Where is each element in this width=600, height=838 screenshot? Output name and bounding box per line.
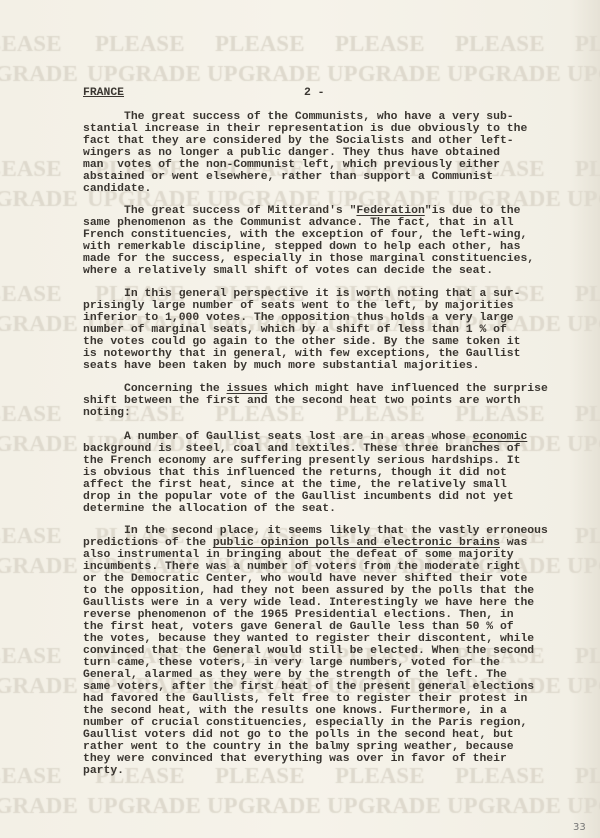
text-line: reverse phenomenon of the 1965 Presidential elections. Then, in xyxy=(83,609,514,621)
paragraph-economic xyxy=(83,431,527,515)
text-line: inferior to 1,000 votes. The opposition thus holds a very large xyxy=(83,312,514,324)
text-line: predictions of the public opinion polls and electronic brains was xyxy=(83,537,528,549)
text-line: the votes, because they wanted to register their discontent, while xyxy=(83,633,535,645)
text-line: shift between the first and the second heat two points are worth xyxy=(83,395,521,407)
text-line: The great success of the Communists, who have a very sub- xyxy=(83,111,514,123)
text-line: same phenomenon as the Communist advance. The fact, that in all xyxy=(83,217,514,229)
text-line: with remerkable discipline, stepped down to help each other, has xyxy=(83,241,521,253)
text-line: had favored the Gaullists, felt free to register their protest in xyxy=(83,693,528,705)
text-line: The great success of Mitterand's "Federation"is due to the xyxy=(83,205,521,217)
text-line: In the second place, it seems likely that the vastly erroneous xyxy=(83,525,548,537)
text-line: party. xyxy=(83,765,125,777)
text-line: where a relatively small shift of votes can decide the seat. xyxy=(83,265,494,277)
underlined-phrase: issues xyxy=(226,383,268,395)
paragraph-marginal-seats xyxy=(83,288,520,372)
text-line: background is steel, coal and textiles. These three branches of xyxy=(83,443,521,455)
text-line: determine the allocation of the seat. xyxy=(83,503,336,515)
text-line: Gaullist voters did not go to the polls in the second heat, but xyxy=(83,729,514,741)
paragraph-polls xyxy=(83,525,548,777)
text-line: is noteworthy that in general, with few exceptions, the Gaullist xyxy=(83,348,521,360)
text-line: made for the success, especially in those marginal constituencies, xyxy=(83,253,535,265)
text-line: number of crucial constituencies, especially in the Paris region, xyxy=(83,717,528,729)
text-line: incumbents. There was a number of voters from the moderate right xyxy=(83,561,521,573)
text-line: In this general perspective it is worth noting that a sur- xyxy=(83,288,521,300)
text-line: convinced that the General would still be elected. When the second xyxy=(83,645,535,657)
underlined-phrase: economic xyxy=(472,431,528,443)
folio-number: 33 xyxy=(573,822,586,833)
underlined-phrase: public opinion polls and electronic brains xyxy=(212,537,500,549)
text-line: abstained or went elsewhere, rather than support a Communist xyxy=(83,171,494,183)
text-line: they were convinced that everything was over in favor of their xyxy=(83,753,507,765)
text-line: the French economy are suffering presently serious hardships. It xyxy=(83,455,521,467)
text-line: seats have been taken by much more substantial majorities. xyxy=(83,360,480,372)
text-line: man votes of the non-Communist left, which previously either xyxy=(83,159,500,171)
text-line: same voters, after the first heat of the present general elections xyxy=(83,681,535,693)
text-line: turn came, these voters, in very large numbers, voted for the xyxy=(83,657,500,669)
text-line: rather went to the country in the balmy spring weather, because xyxy=(83,741,514,753)
text-line: also instrumental in bringing about the defeat of some majority xyxy=(83,549,514,561)
text-line: the second heat, with the results one knows. Furthermore, in a xyxy=(83,705,507,717)
text-line: A number of Gaullist seats lost are in areas whose economic xyxy=(83,431,528,443)
text-line: number of marginal seats, which by a shift of less than 1 % of xyxy=(83,324,507,336)
text-line: wingers as no longer a public danger. They thus have obtained xyxy=(83,147,500,159)
paragraph-communists xyxy=(83,111,527,195)
text-line: to the opposition, had they not been assured by the polls that the xyxy=(83,585,535,597)
page-number: 2 - xyxy=(304,87,325,99)
text-line: French constituencies, with the exception of four, the left-wing, xyxy=(83,229,528,241)
text-line: General, alarmed as they were by the strength of the left. The xyxy=(83,669,507,681)
text-line: stantial increase in their representation is due obviously to the xyxy=(83,123,528,135)
text-line: candidate. xyxy=(83,183,152,195)
text-line: drop in the popular vote of the Gaullist incumbents did not yet xyxy=(83,491,514,503)
text-line: prisingly large number of seats went to the left, by majorities xyxy=(83,300,514,312)
text-line: the first heat, voters gave General de Gaulle less than 50 % of xyxy=(83,621,514,633)
paragraph-federation xyxy=(83,205,534,277)
paragraph-issues xyxy=(83,383,548,419)
text-line: or the Democratic Center, who would have never shifted their vote xyxy=(83,573,528,585)
text-line: affect the first heat, since at the time, the relatively small xyxy=(83,479,507,491)
underlined-phrase: Federation xyxy=(356,205,425,217)
text-line: the votes could go again to the other side. By the same token it xyxy=(83,336,521,348)
text-line: is obvious that this influenced the returns, though it did not xyxy=(83,467,507,479)
text-line: fact that they are considered by the Socialists and other left- xyxy=(83,135,514,147)
text-line: Gaullists were in a very wide lead. Interestingly we have here the xyxy=(83,597,535,609)
text-line: Concerning the issues which might have influenced the surprise xyxy=(83,383,548,395)
text-line: noting: xyxy=(83,407,131,419)
document-title: FRANCE xyxy=(83,87,125,99)
